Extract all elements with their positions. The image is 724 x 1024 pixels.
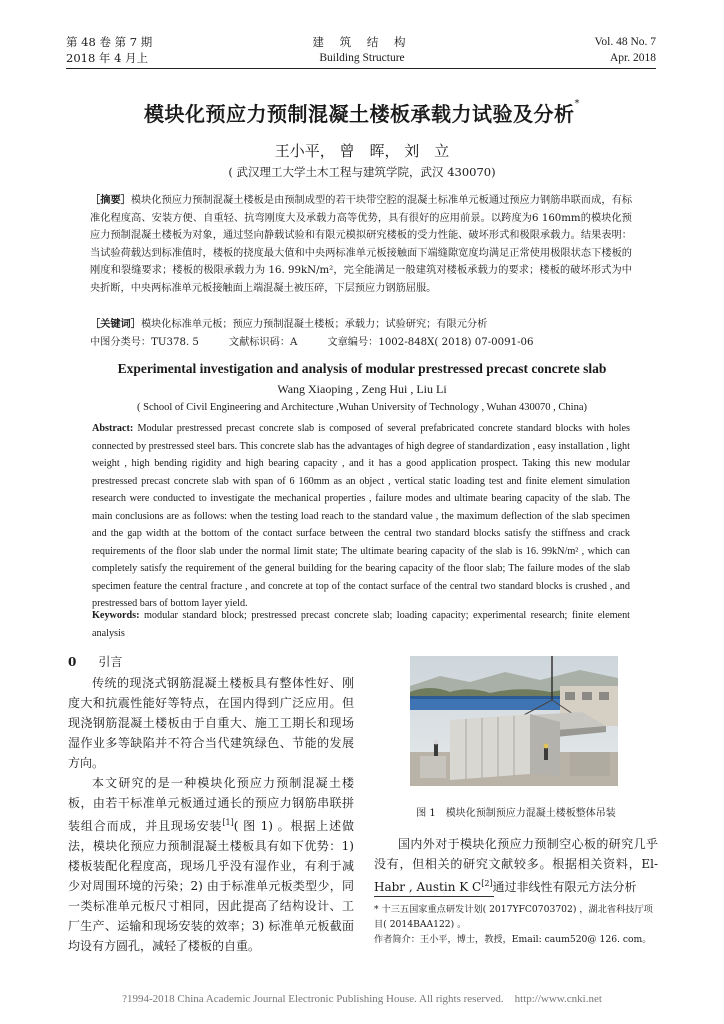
citation-2: [2] — [481, 879, 493, 888]
classification-line — [90, 334, 650, 351]
header-center-line1: 建 筑 结 构 — [312, 35, 412, 49]
right-p-before: 国内外对于模块化预应力预制空心板的研究几乎没有，但相关的研究文献较多。根据相关资料，El-Habr , Austin K C — [374, 837, 658, 894]
paper-affiliation: ( 武汉理工大学土木工程与建筑学院，武汉 430070) — [228, 165, 496, 179]
article-number: 文章编号：1002-848X( 2018) 07-0091-06 — [327, 337, 534, 348]
paper-title — [0, 98, 724, 127]
header-right-line2: Apr. 2018 — [610, 52, 656, 64]
clc-number: 中图分类号：TU378. 5 — [90, 337, 199, 348]
intro-paragraph-1: 传统的现浇式钢筋混凝土楼板具有整体性好、刚度大和抗震性能好等特点，在国内得到广泛应用。但现浇钢筋混凝土楼板由于自重大、施工工期长和现场湿作业多等缺陷并不符合当代建筑绿色、节能的发展方向。 — [68, 676, 354, 770]
english-authors: Wang Xiaoping , Zeng Hui , Liu Li — [277, 382, 447, 396]
figure-1-caption: 图 1 模块化预制预应力混凝土楼板整体吊装 — [416, 808, 616, 819]
document-code: 文献标识码：A — [228, 337, 298, 348]
english-keywords-label: Keywords: — [92, 610, 140, 621]
figure-1-photo — [410, 656, 618, 786]
abstract-cn-text: 模块化预应力预制混凝土楼板是由预制成型的若干块带空腔的混凝土标准单元板通过预应力钢筋串联而成，有标准化程度高、安装方便、自重轻、抗弯刚度大及承载力高等优势，具有很好的应用前景。以跨度为6 160mm的模块化预应力预制混凝土楼板为对象，通过竖向静载试验和有限元模拟研究楼板的受力性能、破坏形式和极限承载力。结果表明：当试验荷载达到标准值时，楼板的挠度最大值和中央两标准单元板接触面下端缝隙宽度均满足正常使用极限状态下楼板的刚度和裂缝要求；楼板的极限承载力为 16. 99kN/m²，完全能满足一般建筑对楼板承载力的要求；楼板的破坏形式为中央折断，中央两标准单元板接触面上端混凝土被压碎，下层预应力钢筋屈服。 — [90, 195, 633, 294]
section-number: 0 — [68, 655, 77, 669]
intro-p2-before: 本文研究的是一种模块化预应力预制混凝土楼板，由若干标准单元板通过通长的预应力钢筋串联拼装组合而成，并且现场安装 — [68, 776, 354, 833]
keywords-cn-label: ［关键词］ — [90, 318, 141, 330]
header-rule — [66, 68, 656, 69]
english-abstract — [92, 420, 630, 613]
footnote-fund: * 十三五国家重点研发计划( 2017YFC0703702) ，湖北省科技厅项目( 2014BAA122) 。 — [374, 904, 653, 930]
keywords-cn-text: 模块化标准单元板；预应力预制混凝土楼板；承载力；试验研究；有限元分析 — [140, 319, 488, 330]
english-affiliation: ( School of Civil Engineering and Architecture ,Wuhan University of Technology , Wuhan 430070 , China) — [136, 402, 588, 413]
header-left-line1: 第 48 卷 第 7 期 — [66, 35, 153, 49]
header-center-line2: Building Structure — [319, 52, 405, 64]
right-p-after: 通过非线性有限元方法分析 — [492, 880, 637, 894]
citation-1: [1] — [222, 818, 234, 827]
journal-issue — [66, 34, 152, 66]
right-column-paragraph — [374, 834, 658, 897]
paper-authors: 王小平， 曾 晖， 刘 立 — [274, 142, 450, 160]
abstract-cn — [90, 192, 632, 298]
paper-title-text: 模块化预应力预制混凝土楼板承载力试验及分析 — [144, 102, 575, 126]
english-keywords — [92, 607, 630, 642]
footnote-author: 作者简介：王小平，博士，教授，Email: caum520@ 126. com。 — [374, 934, 652, 945]
cnki-watermark: ?1994-2018 China Academic Journal Electronic Publishing House. All rights reserved. http://www.cnki.net — [122, 993, 602, 1005]
title-footnote-mark: * — [574, 98, 580, 109]
english-title: Experimental investigation and analysis of modular prestressed precast concrete slab — [117, 361, 607, 376]
footnote-rule — [374, 896, 494, 897]
header-left-line2: 2018 年 4 月上 — [66, 51, 149, 65]
section-title: 引言 — [98, 655, 123, 669]
header-right-line1: Vol. 48 No. 7 — [594, 36, 656, 48]
intro-paragraph-2 — [68, 773, 354, 956]
journal-name — [262, 34, 462, 66]
journal-volume — [595, 34, 656, 66]
english-abstract-text: Modular prestressed precast concrete slab is composed of several prefabricated concrete standard blocks with holes connected by prestressed steel bars. This concrete slab has the advantages of high degree of standardization , easy installation , light weight , high bending rigidity and high bearing capacity , and it has a good application prospect. Taking this new modular prestressed precast concrete slab with span of 6 160mm as an object , vertical static loading test and finite element simulation research were conducted to investigate the mechanical properties , failure modes and ultimate bearing capacity of the slab. The main conclusions are as follows: when the testing load reach to the standard value , the maximum deflection of the slab specimen and the gap width at the bottom of the contact surface between the central two standard blocks satisfy the stiffness and crack requirements of the floor slab under the normal limit state; The ultimate bearing capacity of the slab is 16. 99kN/m² , which can completely satisfy the requirement of the general building for the bearing capacity of the floor slab; The failure modes of the slab specimen feature the central fracture , and concrete at top of the contact surface of the central two standard blocks is crushed , and prestressed bars of bottom layer yield. — [92, 423, 630, 609]
intro-p2-after: ( 图 1) 。根据上述做法，模块化预应力预制混凝土楼板具有如下优势：1) 楼板装配化程度高，现场几乎没有湿作业，有利于减少对周围环境的污染；2) 由于标准单元板类型少，同一类标准单元板尺寸相同，因此提高了结构设计、工厂生产、运输和现场安装的效率；3) 标准单元板截面均设有方圆孔，减轻了楼板的自重。 — [68, 819, 354, 953]
english-abstract-label: Abstract: — [92, 423, 134, 434]
abstract-cn-label: ［摘要］ — [90, 194, 131, 206]
keywords-cn — [90, 316, 650, 333]
section-0-heading — [68, 652, 354, 672]
crane-lifting-slab-image — [410, 656, 618, 786]
english-keywords-text: modular standard block; prestressed precast concrete slab; loading capacity; experimental research; finite element analysis — [92, 610, 630, 639]
